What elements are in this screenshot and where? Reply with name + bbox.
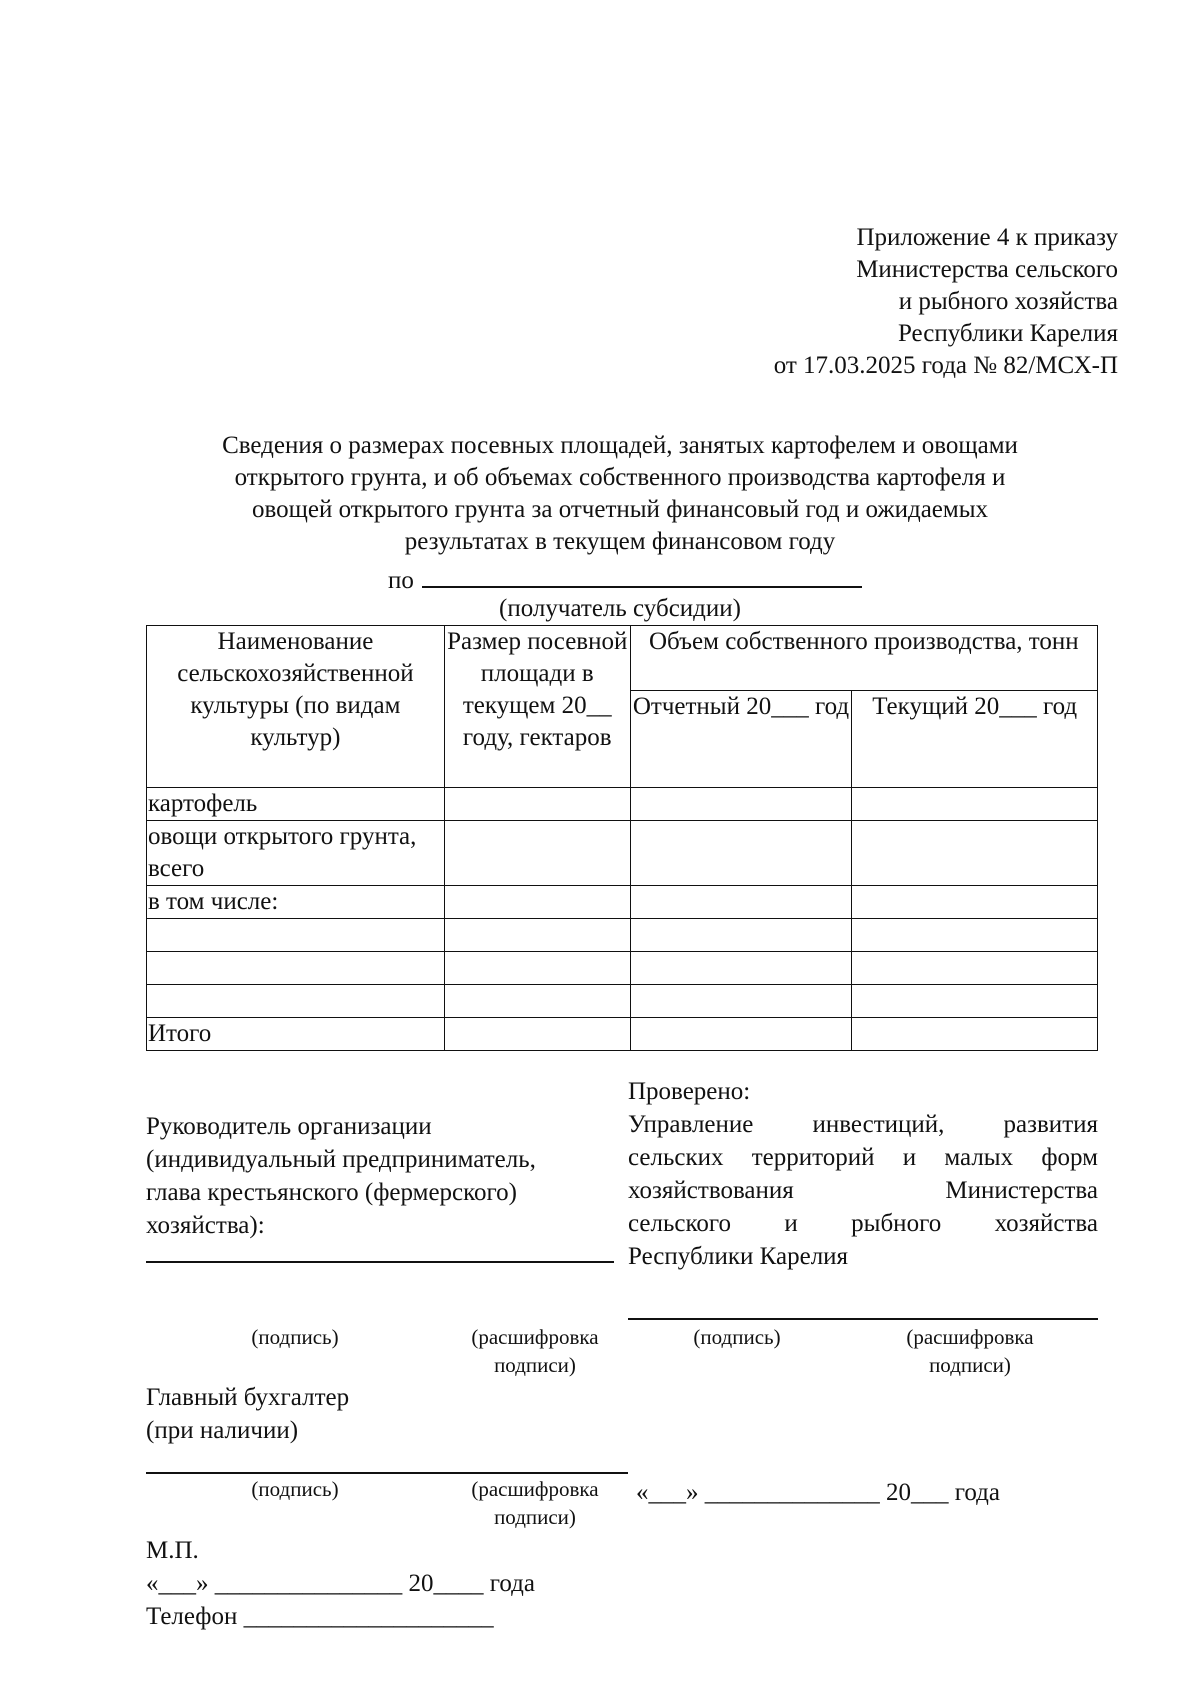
annex-line: от 17.03.2025 года № 82/МСХ-П <box>773 352 1118 379</box>
head-line: хозяйства): <box>146 1212 265 1239</box>
annex-line: Министерства сельского <box>856 256 1118 283</box>
row-label: Итого <box>147 1018 445 1051</box>
decode-line: (расшифровка <box>471 1325 599 1349</box>
verified-line: Управление инвестиций, развития <box>628 1111 1098 1138</box>
row-label[interactable] <box>147 985 445 1018</box>
table-cell[interactable] <box>852 919 1098 952</box>
table-row <box>147 886 1098 919</box>
decode-line: подписи) <box>494 1505 576 1529</box>
header-area: Размер посевной площади в текущем 20__ году, гектаров <box>444 626 630 788</box>
header-crop-name: Наименование сельскохозяйственной культуры (по видам культур) <box>147 626 445 788</box>
accountant-decode-caption <box>445 1475 625 1531</box>
table-row <box>147 821 1098 886</box>
table-cell[interactable] <box>630 952 852 985</box>
table-cell[interactable] <box>852 788 1098 821</box>
decode-line: подписи) <box>494 1353 576 1377</box>
accountant-note: (при наличии) <box>146 1417 299 1444</box>
head-block <box>146 1110 616 1242</box>
annex-line: и рыбного хозяйства <box>898 288 1118 315</box>
phone-field[interactable]: Телефон ____________________ <box>146 1603 494 1630</box>
table-cell[interactable] <box>630 788 852 821</box>
table-row <box>147 788 1098 821</box>
table-cell[interactable] <box>852 952 1098 985</box>
table-row <box>147 919 1098 952</box>
table-cell[interactable] <box>630 1018 852 1051</box>
table-cell[interactable] <box>852 985 1098 1018</box>
table-cell[interactable] <box>852 1018 1098 1051</box>
verified-block <box>628 1075 1098 1273</box>
ministry-decode-caption <box>880 1323 1060 1379</box>
row-label: в том числе: <box>147 886 445 919</box>
annex-header <box>774 222 1118 382</box>
table-cell[interactable] <box>444 919 630 952</box>
head-line: (индивидуальный предприниматель, <box>146 1146 536 1173</box>
ministry-signature-line[interactable] <box>628 1318 1098 1320</box>
recipient-caption: (получатель субсидии) <box>499 595 741 622</box>
row-label[interactable] <box>147 919 445 952</box>
decode-line: подписи) <box>929 1353 1011 1377</box>
title-line: открытого грунта, и об объемах собственного производства картофеля и <box>234 464 1006 491</box>
recipient-field[interactable] <box>422 560 862 588</box>
row-label: картофель <box>147 788 445 821</box>
recipient-line <box>388 560 862 597</box>
row-label: овощи открытого грунта, всего <box>147 821 445 886</box>
verified-label: Проверено: <box>628 1078 751 1105</box>
table-cell[interactable] <box>444 821 630 886</box>
po-label: по <box>388 567 414 594</box>
annex-line: Приложение 4 к приказу <box>856 224 1118 251</box>
table-cell[interactable] <box>444 886 630 919</box>
table-cell[interactable] <box>630 985 852 1018</box>
header-current-year: Текущий 20___ год <box>852 691 1098 788</box>
table-cell[interactable] <box>852 886 1098 919</box>
accountant-signature-caption: (подпись) <box>251 1477 339 1501</box>
accountant-title: Главный бухгалтер <box>146 1384 350 1411</box>
table-cell[interactable] <box>444 788 630 821</box>
table-cell[interactable] <box>444 1018 630 1051</box>
verified-line: хозяйствования Министерства <box>628 1177 1098 1204</box>
verified-line: сельского и рыбного хозяйства <box>628 1210 1098 1237</box>
table-cell[interactable] <box>444 985 630 1018</box>
seal-mark: М.П. <box>146 1537 199 1564</box>
accountant-block <box>146 1381 616 1447</box>
title-line: овощей открытого грунта за отчетный финансовый год и ожидаемых <box>251 496 989 523</box>
header-volume: Объем собственного производства, тонн <box>630 626 1097 691</box>
organization-date[interactable]: «___» _______________ 20____ года <box>146 1570 535 1597</box>
table-cell[interactable] <box>852 821 1098 886</box>
crops-table <box>146 625 1098 1051</box>
table-row <box>147 1018 1098 1051</box>
verified-line: Республики Карелия <box>628 1243 849 1270</box>
decode-line: (расшифровка <box>906 1325 1034 1349</box>
table-cell[interactable] <box>630 886 852 919</box>
table-cell[interactable] <box>444 952 630 985</box>
table-row <box>147 985 1098 1018</box>
verified-line: сельских территорий и малых форм <box>628 1144 1098 1171</box>
header-reporting-year: Отчетный 20___ год <box>630 691 852 788</box>
decode-line: (расшифровка <box>471 1477 599 1501</box>
head-signature-caption: (подпись) <box>251 1325 339 1349</box>
row-label[interactable] <box>147 952 445 985</box>
head-signature-line[interactable] <box>146 1261 614 1263</box>
title-line: Сведения о размерах посевных площадей, занятых картофелем и овощами <box>222 432 1018 459</box>
head-decode-caption <box>445 1323 625 1379</box>
document-title <box>140 430 1100 558</box>
ministry-signature-caption: (подпись) <box>693 1325 781 1349</box>
table-cell[interactable] <box>630 919 852 952</box>
title-line: результатах в текущем финансовом году <box>404 528 836 555</box>
accountant-signature-line[interactable] <box>146 1472 628 1474</box>
table-cell[interactable] <box>630 821 852 886</box>
annex-line: Республики Карелия <box>897 320 1118 347</box>
head-line: Руководитель организации <box>146 1113 432 1140</box>
ministry-date[interactable]: «___» ______________ 20___ года <box>636 1479 1000 1506</box>
table-row <box>147 952 1098 985</box>
head-line: глава крестьянского (фермерского) <box>146 1179 517 1206</box>
